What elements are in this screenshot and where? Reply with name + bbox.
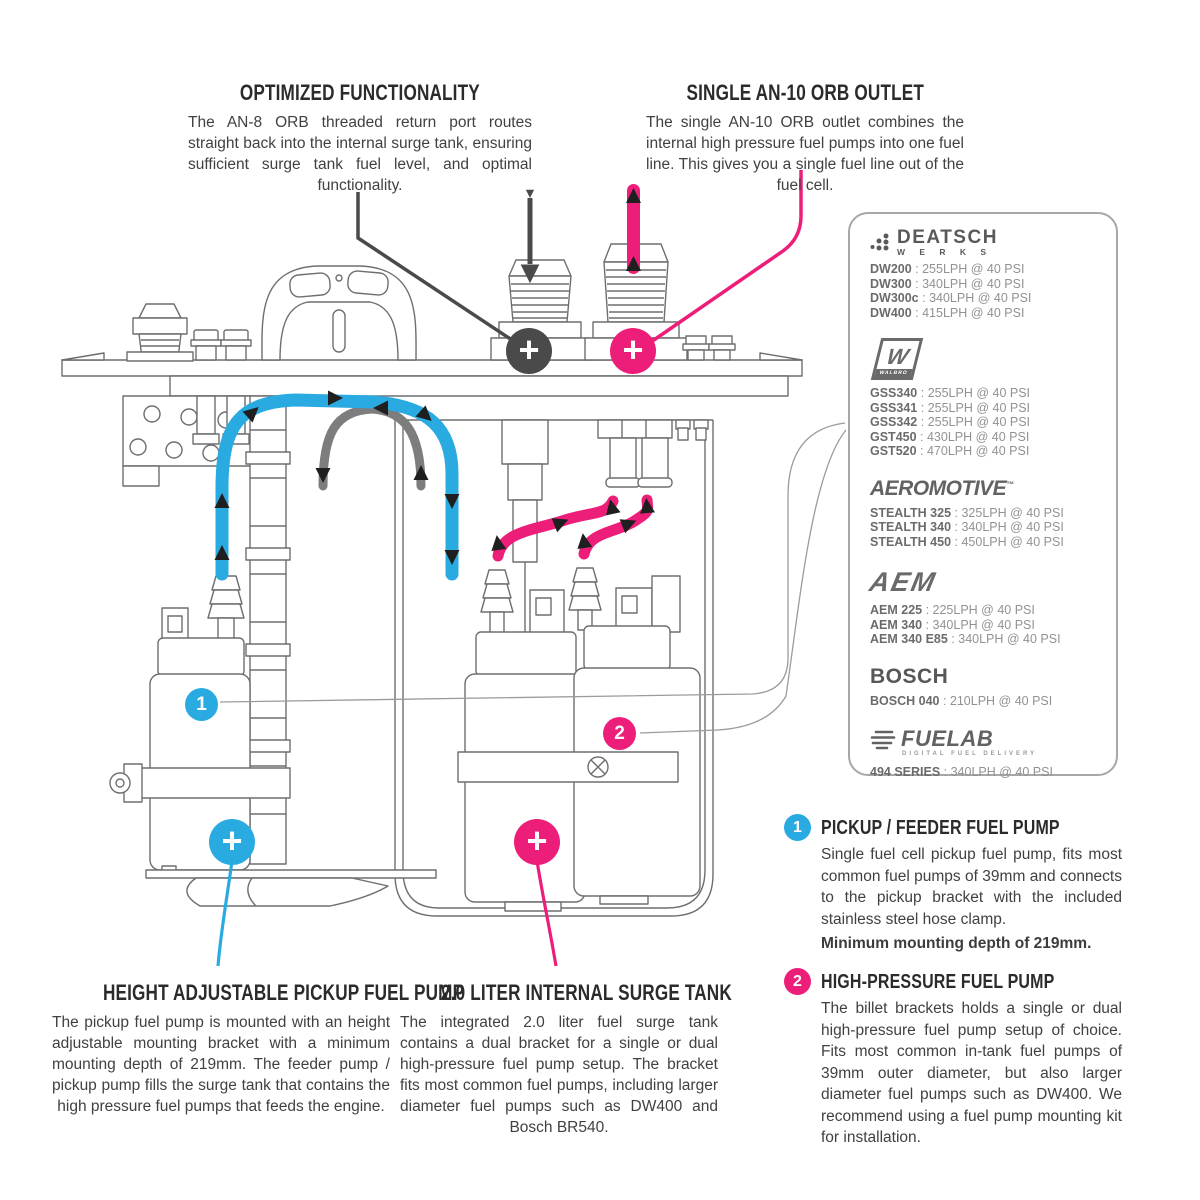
- model-row: STEALTH 450 : 450LPH @ 40 PSI: [870, 534, 1064, 549]
- legend-2-badge: 2: [784, 968, 811, 995]
- model-list: [870, 603, 1102, 647]
- outlet-side-bolts: [683, 336, 735, 360]
- callout-body: The AN-8 ORB threaded return port routes straight back into the internal surge tank, ensuring sufficient surge tank fuel level, and optimal functionality.: [188, 114, 532, 194]
- billet-bracket-band: [458, 752, 678, 782]
- model-row: DW400 : 415LPH @ 40 PSI: [870, 305, 1025, 320]
- model-row: GSS340 : 255LPH @ 40 PSI: [870, 386, 1031, 400]
- bosch-logo: BOSCH: [870, 664, 949, 688]
- model-row: AEM 225 : 225LPH @ 40 PSI: [870, 603, 1035, 617]
- legend-item-pickup-pump: [784, 814, 1122, 955]
- fuelab-globe-icon: [870, 728, 896, 750]
- legend-2-title: HIGH-PRESSURE FUEL PUMP: [821, 969, 1055, 993]
- model-list: [870, 386, 1102, 459]
- legend-head: [784, 968, 1122, 995]
- overflow-hose: [323, 409, 421, 486]
- callout-height-adjustable-pickup: [52, 980, 465, 1117]
- model-row: GST520 : 470LPH @ 40 PSI: [870, 444, 1030, 458]
- aem-logo: AEM: [866, 567, 940, 597]
- model-list: [870, 765, 1102, 780]
- model-row: STEALTH 340 : 340LPH @ 40 PSI: [870, 520, 1064, 534]
- return-port-marker: +: [506, 328, 552, 374]
- model-list: [870, 262, 1102, 320]
- walbro-logo: [871, 338, 923, 380]
- model-row: BOSCH 040 : 210LPH @ 40 PSI: [870, 693, 1053, 708]
- outlet-down-tubes: [598, 420, 708, 487]
- return-in-arrow: [521, 190, 540, 284]
- model-row: AEM 340 E85 : 340LPH @ 40 PSI: [870, 632, 1061, 646]
- badge-2: 2: [603, 717, 636, 750]
- model-row: DW200 : 255LPH @ 40 PSI: [870, 262, 1025, 276]
- deatschwerks-logo: [870, 229, 1102, 257]
- model-row: GSS341 : 255LPH @ 40 PSI: [870, 400, 1031, 415]
- model-list: [870, 506, 1102, 550]
- brand-deatschwerks: [870, 229, 1102, 320]
- callout-title: SINGLE AN-10 ORB OUTLET: [686, 80, 924, 105]
- brand-bosch: [870, 665, 1102, 709]
- callout-title: 2.0 LITER INTERNAL SURGE TANK: [441, 980, 732, 1005]
- legend-head: [784, 814, 1122, 841]
- fuelab-tagline: DIGITAL FUEL DELIVERY: [902, 751, 1038, 757]
- return-an8-side-fitting: [127, 304, 193, 361]
- legend-1-note: Minimum mounting depth of 219mm.: [821, 935, 1092, 952]
- legend-1-badge: 1: [784, 814, 811, 841]
- legend-1-title: PICKUP / FEEDER FUEL PUMP: [821, 815, 1060, 839]
- callout-body: The integrated 2.0 liter fuel surge tank contains a dual bracket for a single or dual high-pressure fuel pump setup. The bracket fits most common fuel pumps, including larger diameter fuel pumps such as DW400 and Bosch BR540.: [400, 1014, 718, 1136]
- model-row: DW300c : 340LPH @ 40 PSI: [870, 291, 1032, 305]
- pump-compatibility-panel: [848, 212, 1118, 779]
- model-row: DW300 : 340LPH @ 40 PSI: [870, 276, 1025, 291]
- legend-2-body: The billet brackets holds a single or dual high-pressure fuel pump setup of choice. Fits most common in-tank fuel pumps of 39mm outer diameter, but also larger diameter fuel pumps such as DW400. We recommend using a fuel pump mounting kit for installation.: [821, 1000, 1122, 1146]
- brand-walbro: [870, 338, 1102, 459]
- hanger-lineart: [62, 244, 802, 916]
- callout-title: OPTIMIZED FUNCTIONALITY: [239, 80, 480, 105]
- callout-single-an10-outlet: [646, 80, 964, 196]
- legend-item-high-pressure-pump: [784, 968, 1122, 1149]
- surge-tank-marker: +: [514, 819, 560, 865]
- callout-title: HEIGHT ADJUSTABLE PICKUP FUEL PUMP: [102, 980, 465, 1005]
- aeromotive-logo: AEROMOTIVE™: [870, 476, 1014, 500]
- callout-surge-tank: [400, 980, 732, 1138]
- model-row: GST450 : 430LPH @ 40 PSI: [870, 429, 1030, 444]
- outlet-port-marker: +: [610, 328, 656, 374]
- callout-body: The single AN-10 ORB outlet combines the internal high pressure fuel pumps into one fuel line. This gives you a single fuel line out of the fuel cell.: [646, 114, 964, 194]
- brand-name: WALBRO: [875, 369, 913, 377]
- callout-optimized-functionality: [188, 80, 532, 196]
- plate-bolts: [191, 330, 251, 360]
- deatschwerks-dots-icon: [870, 231, 890, 255]
- callout-body: The pickup fuel pump is mounted with an height adjustable mounting bracket with a minimum mounting depth of 219mm. The feeder pump / pickup pump fills the surge tank that contains the high pressure fuel pumps that feeds the engine.: [52, 1014, 390, 1115]
- badge-1: 1: [185, 688, 218, 721]
- walbro-letter: W: [884, 344, 912, 369]
- model-row: AEM 340 : 340LPH @ 40 PSI: [870, 617, 1035, 632]
- model-list: [870, 694, 1102, 709]
- carry-handle: [262, 266, 416, 360]
- model-row: GSS342 : 255LPH @ 40 PSI: [870, 415, 1031, 429]
- brand-aem: [866, 567, 1102, 647]
- model-row: STEALTH 325 : 325LPH @ 40 PSI: [870, 505, 1064, 520]
- fuelab-logo: [870, 726, 1102, 752]
- brand-name-2: W E R K S: [897, 247, 993, 257]
- model-row: 494 SERIES : 340LPH @ 40 PSI: [870, 765, 1053, 779]
- brand-name: DEATSCH: [897, 227, 998, 248]
- outlet-out-arrow: [626, 184, 641, 274]
- pickup-pump-marker: +: [209, 819, 255, 865]
- brand-name: FUELAB: [901, 726, 994, 751]
- legend-1-body: Single fuel cell pickup fuel pump, fits most common fuel pumps of 39mm and connects to the pickup bracket with the included stainless steel hose clamp.: [821, 846, 1122, 928]
- brand-aeromotive: [870, 477, 1102, 550]
- brand-fuelab: [870, 726, 1102, 780]
- pickup-foot: [146, 866, 436, 906]
